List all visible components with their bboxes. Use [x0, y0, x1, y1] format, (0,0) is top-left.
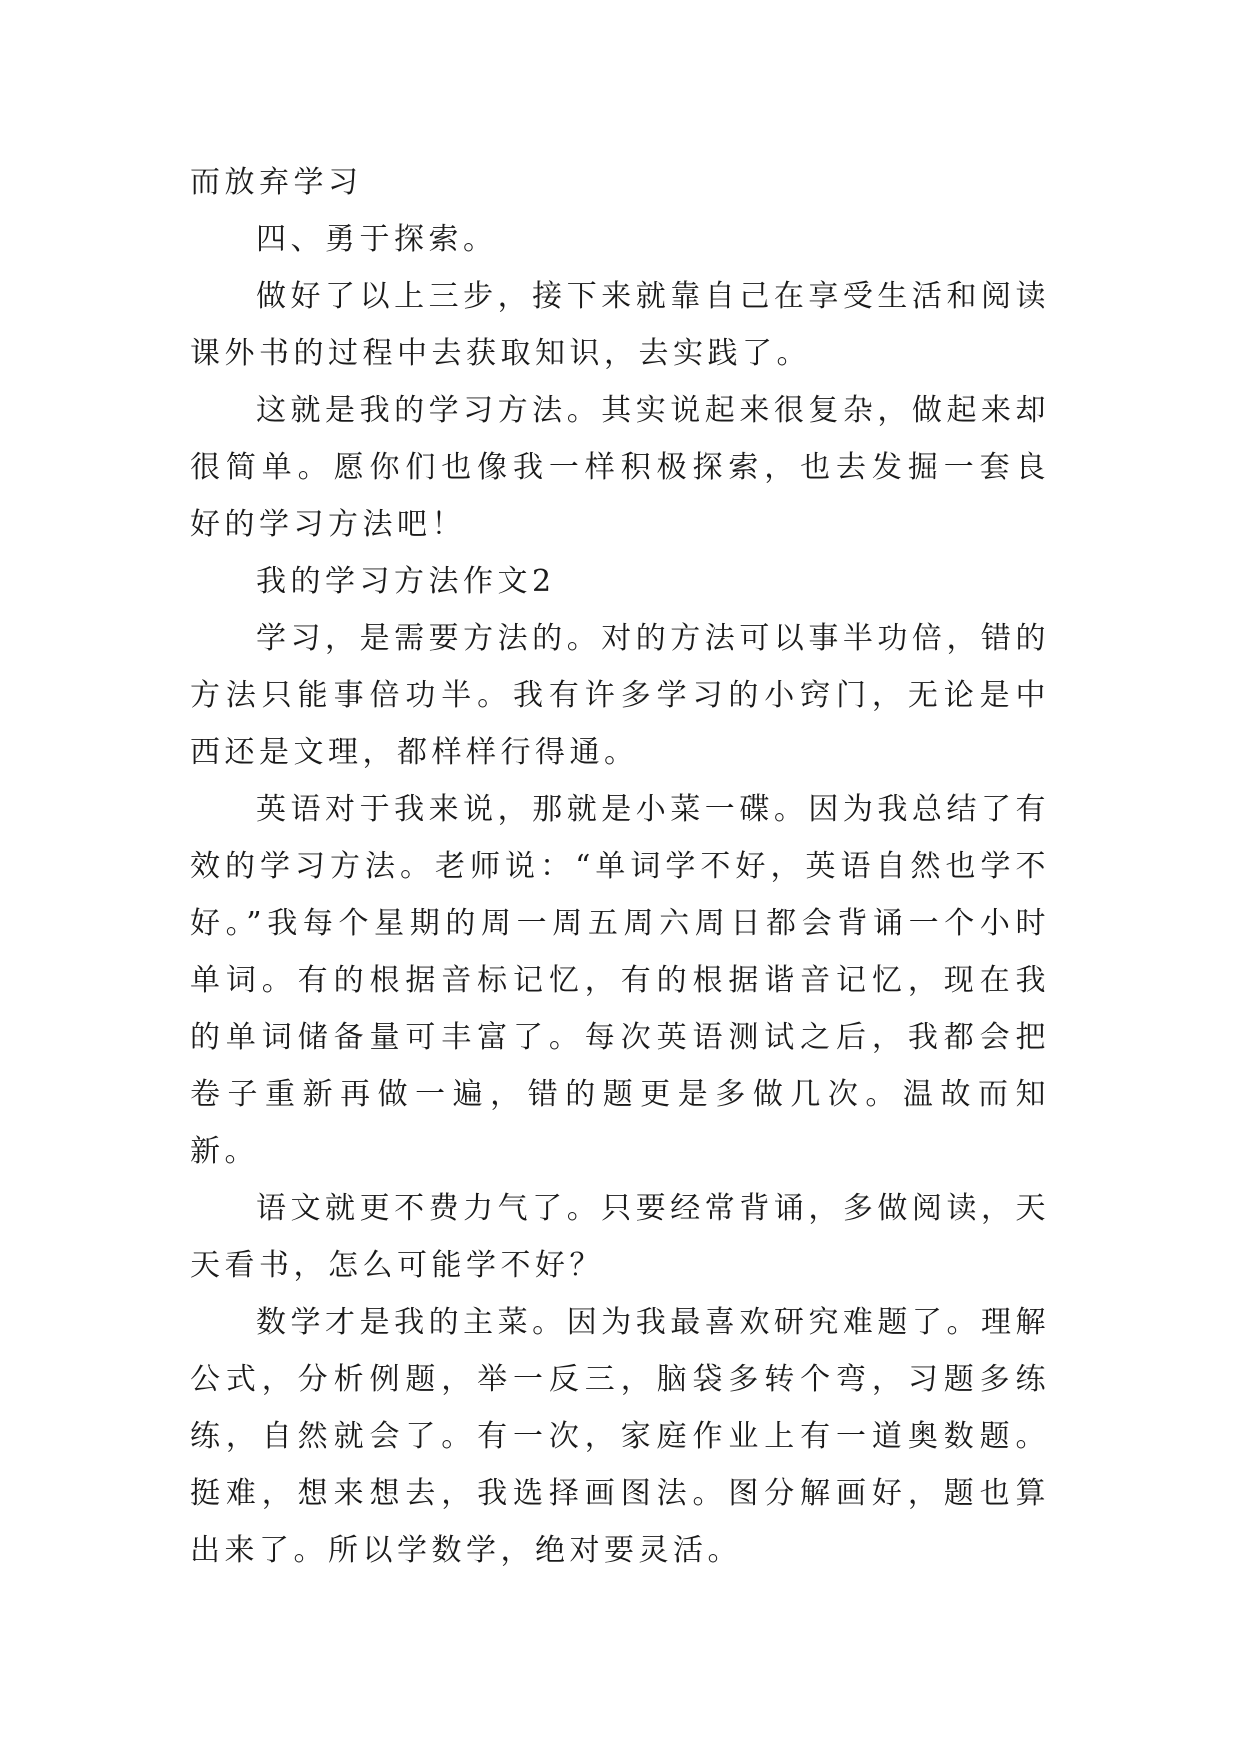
paragraph-english: 英语对于我来说，那就是小菜一碟。因为我总结了有效的学习方法。老师说：“单词学不好，英语自然也学不好。”我每个星期的周一周五周六周日都会背诵一个小时单词。有的根据音标记忆，有的根据谐音记忆，现在我的单词储备量可丰富了。每次英语测试之后，我都会把卷子重新再做一遍，错的题更是多做几次。温故而知新。 [190, 792, 1050, 1169]
paragraph-6: 学习，是需要方法的。对的方法可以事半功倍，错的方法只能事倍功半。我有许多学习的小窍门，无论是中西还是文理，都样样行得通。 [190, 621, 1050, 770]
paragraph-1: 而放弃学习 [190, 165, 363, 200]
essay-title-2: 我的学习方法作文2 [256, 564, 556, 599]
document-body [190, 154, 1050, 1579]
paragraph-4: 这就是我的学习方法。其实说起来很复杂，做起来却很简单。愿你们也像我一样积极探索，也去发掘一套良好的学习方法吧！ [190, 393, 1050, 542]
paragraph-chinese: 语文就更不费力气了。只要经常背诵，多做阅读，天天看书，怎么可能学不好？ [190, 1191, 1050, 1283]
paragraph-math: 数学才是我的主菜。因为我最喜欢研究难题了。理解公式，分析例题，举一反三，脑袋多转个弯，习题多练练，自然就会了。有一次，家庭作业上有一道奥数题。挺难，想来想去，我选择画图法。图分解画好，题也算出来了。所以学数学，绝对要灵活。 [190, 1305, 1050, 1568]
section-heading-4: 四、勇于探索。 [256, 222, 498, 257]
paragraph-3: 做好了以上三步，接下来就靠自己在享受生活和阅读课外书的过程中去获取知识，去实践了。 [190, 279, 1050, 371]
